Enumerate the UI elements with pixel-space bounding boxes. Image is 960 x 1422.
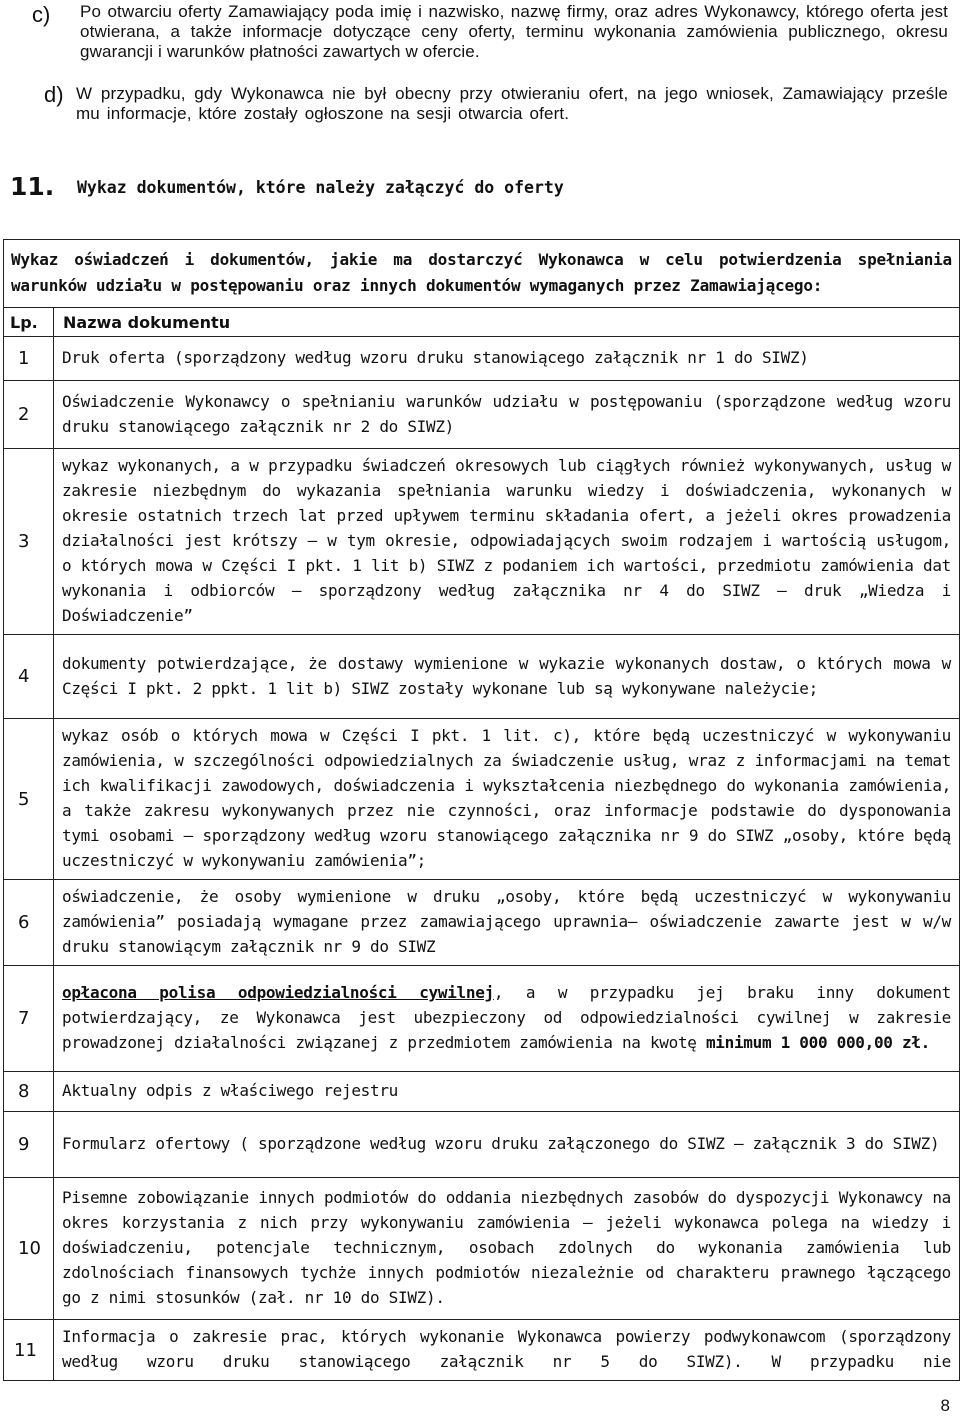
- table-row: [4, 337, 960, 381]
- table-row: [4, 1072, 960, 1112]
- row-text: Druk oferta (sporządzony według wzoru druku stanowiącego załącznik nr 1 do SIWZ): [54, 337, 960, 381]
- section-number: 11.: [10, 172, 55, 201]
- table-row: [4, 966, 960, 1072]
- row-text: wykaz wykonanych, a w przypadku świadczeń okresowych lub ciągłych również wykonywanych, usług w zakresie niezbędnym do wykazania spełniania warunku wiedzy i doświadczenia, wykonanych w okresie ostatnich trzech lat przed upływem terminu składania ofert, a jeżeli okres prowadzenia działalności jest krótszy – w tym okresie, odpowiadających swoim rodzajem i wartością usługom, o których mowa w Części I pkt. 1 lit b) SIWZ z podaniem ich wartości, przedmiotu zamówienia dat wykonania i odbiorców – sporządzony według załącznika nr 4 do SIWZ – druk „Wiedza i Doświadczenie”: [54, 449, 960, 635]
- section-heading: [10, 168, 948, 202]
- row-text: dokumenty potwierdzające, że dostawy wymienione w wykazie wykonanych dostaw, o których mowa w Części I pkt. 2 ppkt. 1 lit b) SIWZ zostały wykonane lub są wykonywane należycie;: [54, 635, 960, 719]
- table-row: [4, 381, 960, 449]
- documents-table: [3, 239, 960, 1381]
- row-lp: 3: [4, 449, 54, 635]
- row-text-bold: minimum 1 000 000,00 zł.: [705, 1033, 930, 1052]
- row-text: oświadczenie, że osoby wymienione w druku „osoby, które będą uczestniczyć w wykonywaniu zamówienia” posiadają wymagane przez zamawiającego uprawnia– oświadczenie zawarte jest w w/w druku stanowiącym załącznik nr 9 do SIWZ: [54, 880, 960, 966]
- table-intro-row: [4, 240, 960, 308]
- row-lp: 4: [4, 635, 54, 719]
- row-text: [54, 966, 960, 1072]
- paragraph-text: Po otwarciu oferty Zamawiający poda imię i nazwisko, nazwę firmy, oraz adres Wykonawcy, którego oferta jest otwierana, a także informacje dotyczące ceny oferty, terminu wykonania zamówienia publicznego, okresu gwarancji i warunków płatności zawartych w ofercie.: [80, 2, 948, 61]
- header-lp: Lp.: [4, 308, 54, 337]
- row-text: Formularz ofertowy ( sporządzone według wzoru druku załączonego do SIWZ – załącznik 3 do SIWZ): [54, 1112, 960, 1178]
- row-lp: 5: [4, 719, 54, 880]
- row-lp: 2: [4, 381, 54, 449]
- table-row: [4, 719, 960, 880]
- paragraph-c: [32, 2, 948, 62]
- row-lp: 7: [4, 966, 54, 1072]
- row-lp: 10: [4, 1178, 54, 1320]
- row-text-middle: , a w przypadku jej braku inny dokument potwierdzający, ze Wykonawca jest ubezpieczony od odpowiedzialności cywilnej w zakresie prowadzonej działalności związanej z przedmiotem zamówienia na kwotę: [62, 983, 951, 1052]
- row-lp: 11: [4, 1320, 54, 1381]
- row-lp: 8: [4, 1072, 54, 1112]
- table-row: [4, 880, 960, 966]
- row-lp: 1: [4, 337, 54, 381]
- table-row: [4, 635, 960, 719]
- row-text: wykaz osób o których mowa w Części I pkt. 1 lit. c), które będą uczestniczyć w wykonywaniu zamówienia, w szczególności odpowiedzialnych za świadczenie usług, wraz z informacjami na temat ich kwalifikacji zawodowych, doświadczenia i wykształcenia niezbędnego do wykonania zamówienia, a także zakresu wykonywanych przez nie czynności, oraz informacje podstawie do dysponowania tymi osobami – sporządzony według wzoru stanowiącego załącznika nr 9 do SIWZ „osoby, które będą uczestniczyć w wykonywaniu zamówienia”;: [54, 719, 960, 880]
- table-header-row: [4, 308, 960, 337]
- paragraph-text: W przypadku, gdy Wykonawca nie był obecny przy otwieraniu ofert, na jego wniosek, Zamawiający prześle mu informacje, które zostały ogłoszone na sesji otwarcia ofert.: [76, 84, 948, 123]
- table-row: [4, 1320, 960, 1381]
- row-text: Informacja o zakresie prac, których wykonanie Wykonawca powierzy podwykonawcom (sporządzony według wzoru druku stanowiącego załącznik nr 5 do SIWZ). W przypadku nie: [54, 1320, 960, 1381]
- row-text-bold-underline: opłacona polisa odpowiedzialności cywilnej: [62, 983, 494, 1002]
- page-number: 8: [940, 1396, 950, 1415]
- header-name: Nazwa dokumentu: [54, 308, 960, 337]
- paragraph-marker: c): [32, 2, 51, 27]
- table-row: [4, 1178, 960, 1320]
- paragraph-d: [44, 82, 948, 124]
- row-text: Oświadczenie Wykonawcy o spełnianiu warunków udziału w postępowaniu (sporządzone według wzoru druku stanowiącego załącznik nr 2 do SIWZ): [54, 381, 960, 449]
- table-intro: Wykaz oświadczeń i dokumentów, jakie ma dostarczyć Wykonawca w celu potwierdzenia spełniania warunków udziału w postępowaniu oraz innych dokumentów wymaganych przez Zamawiającego:: [4, 240, 960, 308]
- paragraph-marker: d): [44, 82, 64, 107]
- table-row: [4, 449, 960, 635]
- table-row: [4, 1112, 960, 1178]
- row-text: Aktualny odpis z właściwego rejestru: [54, 1072, 960, 1112]
- row-lp: 9: [4, 1112, 54, 1178]
- section-title: Wykaz dokumentów, które należy załączyć do oferty: [77, 178, 564, 197]
- row-lp: 6: [4, 880, 54, 966]
- row-text: Pisemne zobowiązanie innych podmiotów do oddania niezbędnych zasobów do dyspozycji Wykonawcy na okres korzystania z nich przy wykonywaniu zamówienia – jeżeli wykonawca polega na wiedzy i doświadczeniu, potencjale technicznym, osobach zdolnych do wykonania zamówienia lub zdolnościach finansowych tychże innych podmiotów niezależnie od charakteru prawnego łączącego go z nimi stosunków (zał. nr 10 do SIWZ).: [54, 1178, 960, 1320]
